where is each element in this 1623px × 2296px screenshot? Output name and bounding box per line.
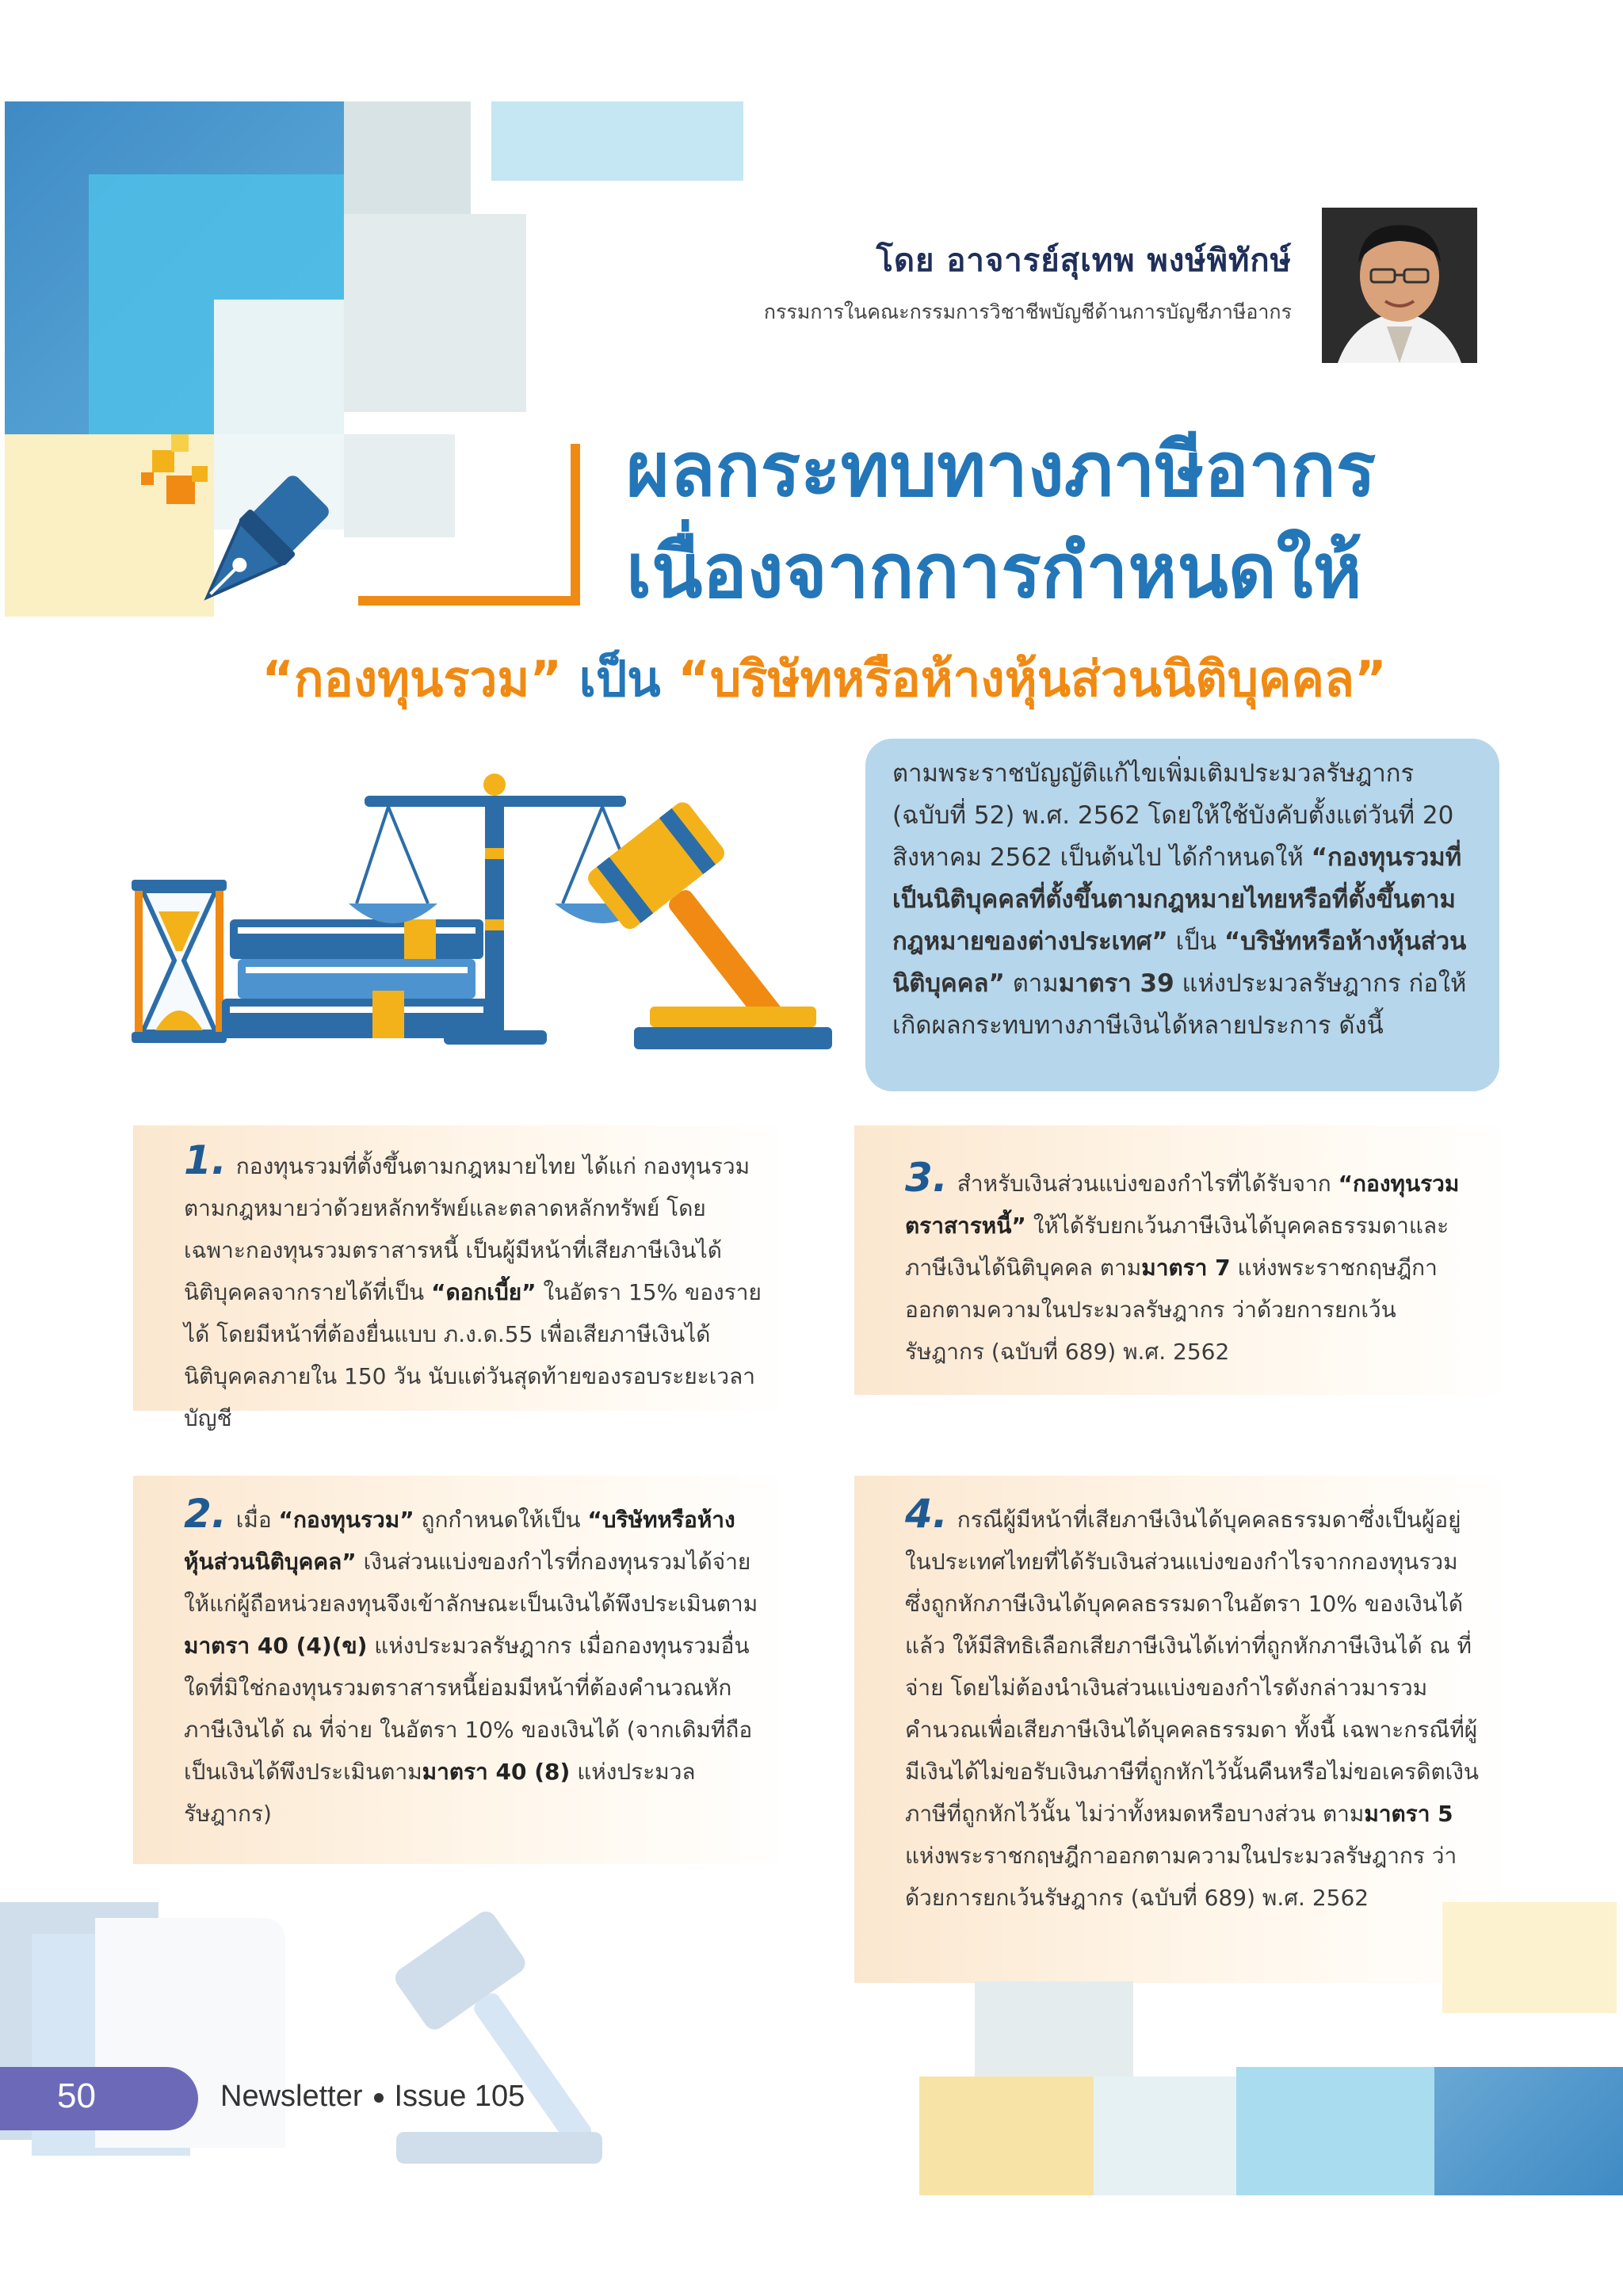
bg-square-grey-2 — [344, 214, 526, 412]
section-1-number: 1. — [184, 1137, 227, 1183]
section-3-text-3: แห่งพระราชกฤษฎีกาออกตามความในประมวลรัษฎากร ว่าด้วยการยกเว้นรัษฎากร (ฉบับที่ 689) พ.ศ. 2562 — [905, 1255, 1438, 1365]
section-2-text-4: แห่งประมวลรัษฎากร เมื่อกองทุนรวมอื่นใดที่มิใช่กองทุนรวมตราสารหนี้ย่อมมีหน้าที่ต้องคำนวณหักภาษีเงินได้ ณ ที่จ่าย ในอัตรา 10% ของเงินได้ (จากเดิมที่ถือเป็นเงินได้พึงประเมินตาม — [184, 1633, 753, 1785]
section-3-bold-2: มาตรา 7 — [1141, 1255, 1231, 1281]
law-illustration — [127, 761, 840, 1054]
bg-square-bottom-yellow-1 — [1442, 1902, 1617, 2013]
bullet-dot-icon — [374, 2093, 384, 2103]
title-line-2: เนื่องจากการกำหนดให้ — [626, 529, 1362, 615]
bg-square-bottom-blue — [1434, 2067, 1623, 2195]
intro-text-4: แห่งประมวลรัษฎากร ก่อให้เกิดผลกระทบทางภาษีเงินได้หลายประการ ดังนี้ — [892, 969, 1467, 1040]
fountain-pen-icon — [135, 434, 349, 632]
bg-square-bottom-cyan — [1236, 2067, 1434, 2195]
section-3-number: 3. — [905, 1155, 948, 1201]
section-2-text-2: ถูกกำหนดให้เป็น — [414, 1507, 588, 1533]
books-icon — [222, 919, 491, 1038]
section-4-text-2: แห่งพระราชกฤษฎีกาออกตามความในประมวลรัษฎากร ว่าด้วยการยกเว้นรัษฎากร (ฉบับที่ 689) พ.ศ. 2562 — [905, 1843, 1457, 1911]
bg-square-bottom-grey — [975, 1981, 1133, 2092]
section-2-card — [133, 1476, 791, 1864]
intro-box — [865, 739, 1499, 1091]
footer-publication — [220, 2080, 525, 2114]
author-byline — [764, 235, 1292, 328]
section-2-text-3: เงินส่วนแบ่งของกำไรที่กองทุนรวมได้จ่ายให้แก่ผู้ถือหน่วยลงทุนจึงเข้าลักษณะเป็นเงินได้พึงประเมินตาม — [184, 1549, 758, 1617]
faded-gavel-decoration — [0, 1886, 650, 2187]
page-subtitle — [127, 640, 1522, 718]
gavel-icon — [584, 799, 832, 1054]
bg-square-white — [214, 300, 344, 434]
title-line-1: ผลกระทบทางภาษีอากร — [626, 427, 1377, 514]
intro-bold-3: มาตรา 39 — [1058, 969, 1174, 998]
author-role: กรรมการในคณะกรรมการวิชาชีพบัญชีด้านการบัญชีภาษีอากร — [763, 300, 1292, 323]
orange-bracket-horizontal — [358, 596, 580, 606]
intro-text-2: เป็น — [1167, 927, 1224, 956]
section-4-text-1: กรณีผู้มีหน้าที่เสียภาษีเงินได้บุคคลธรรมดาซึ่งเป็นผู้อยู่ในประเทศไทยที่ได้รับเงินส่วนแบ่งของกำไรจากกองทุนรวมซึ่งถูกหักภาษีเงินได้บุคคลธรรมดาในอัตรา 10% ของเงินได้แล้ว ให้มีสิทธิเลือกเสียภาษีเงินได้เท่าที่ถูกหักภาษีเงินได้ ณ ที่จ่าย โดยไม่ต้องนำเงินส่วนแบ่งของกำไรดังกล่าวมารวมคำนวณเพื่อเสียภาษีเงินได้บุคคลธรรมดา ทั้งนี้ เฉพาะกรณีที่ผู้มีเงินได้ไม่ขอรับเงินภาษีที่ถูกหักไว้นั้นคืนหรือไม่ขอเครดิตเงินภาษีที่ถูกหักไว้นั้น ไม่ว่าทั้งหมดหรือบางส่วน ตาม — [905, 1507, 1480, 1827]
section-3-bold-1: “กองทุนรวมตราสารหนี้” — [905, 1171, 1460, 1239]
section-4-card — [854, 1476, 1512, 1983]
bg-square-bottom-yellow-2 — [919, 2076, 1094, 2195]
section-4-number: 4. — [905, 1491, 948, 1537]
bg-square-pale-2 — [344, 434, 455, 537]
section-3-text-2: ให้ได้รับยกเว้นภาษีเงินได้บุคคลธรรมดาและภาษีเงินได้นิติบุคคล ตาม — [905, 1213, 1449, 1281]
section-2-bold-2: “บริษัทหรือห้างหุ้นส่วนนิติบุคคล” — [184, 1507, 735, 1575]
section-1-bold-1: “ดอกเบี้ย” — [431, 1279, 537, 1305]
author-photo-illustration — [1322, 208, 1477, 363]
orange-bracket-vertical — [571, 444, 580, 602]
page-number: 50 — [57, 2076, 96, 2115]
section-2-bold-1: “กองทุนรวม” — [278, 1507, 414, 1533]
author-name: โดย อาจารย์สุเทพ พงษ์พิทักษ์ — [876, 243, 1292, 279]
intro-text-1: ตามพระราชบัญญัติแก้ไขเพิ่มเติมประมวลรัษฎากร (ฉบับที่ 52) พ.ศ. 2562 โดยให้ใช้บังคับตั้งแต่วันที่ 20 สิงหาคม 2562 เป็นต้นไป ได้กำหนดให้ — [892, 759, 1454, 872]
section-2-text-1: เมื่อ — [235, 1507, 279, 1533]
section-1-card — [133, 1125, 791, 1431]
publication-name: Newsletter — [220, 2080, 363, 2113]
page-number-pill — [0, 2067, 198, 2130]
section-2-bold-3: มาตรา 40 (4)(ข) — [184, 1633, 368, 1659]
bg-square-grey-1 — [344, 101, 471, 214]
subtitle-left: “กองทุนรวม” — [262, 650, 563, 708]
subtitle-middle: เป็น — [579, 650, 661, 708]
author-portrait — [1322, 208, 1477, 363]
intro-text-3: ตาม — [1004, 969, 1059, 998]
hourglass-icon — [132, 880, 227, 1043]
bg-square-lightblue-top — [491, 101, 743, 181]
section-2-text-5: แห่งประมวลรัษฎากร) — [184, 1759, 696, 1827]
section-1-text-2: ในอัตรา 15% ของรายได้ โดยมีหน้าที่ต้องยื่นแบบ ภ.ง.ด.55 เพื่อเสียภาษีเงินได้นิติบุคคลภายใน 150 วัน นับแต่วันสุดท้ายของรอบระยะเวลาบัญชี — [184, 1279, 762, 1431]
issue-label: Issue 105 — [394, 2080, 525, 2113]
section-2-bold-4: มาตรา 40 (8) — [422, 1759, 571, 1785]
intro-bold-2: “บริษัทหรือห้างหุ้นส่วนนิติบุคคล” — [892, 927, 1467, 998]
bg-square-bottom-pale — [1094, 2076, 1236, 2195]
section-4-bold-1: มาตรา 5 — [1364, 1801, 1453, 1827]
page-title — [626, 420, 1577, 623]
section-1-text-1: กองทุนรวมที่ตั้งขึ้นตามกฎหมายไทย ได้แก่ กองทุนรวมตามกฎหมายว่าด้วยหลักทรัพย์และตลาดหลักทรัพย์ โดยเฉพาะกองทุนรวมตราสารหนี้ เป็นผู้มีหน้าที่เสียภาษีเงินได้นิติบุคคลจากรายได้ที่เป็น — [184, 1153, 750, 1305]
subtitle-right: “บริษัทหรือห้างหุ้นส่วนนิติบุคคล” — [678, 650, 1387, 708]
section-3-text-1: สำหรับเงินส่วนแบ่งของกำไรที่ได้รับจาก — [957, 1171, 1338, 1197]
section-2-number: 2. — [184, 1491, 227, 1537]
section-3-card — [854, 1125, 1512, 1395]
intro-bold-1: “กองทุนรวมที่เป็นนิติบุคคลที่ตั้งขึ้นตามกฎหมายไทยหรือที่ตั้งขึ้นตามกฎหมายของต่างประเทศ” — [892, 843, 1462, 956]
